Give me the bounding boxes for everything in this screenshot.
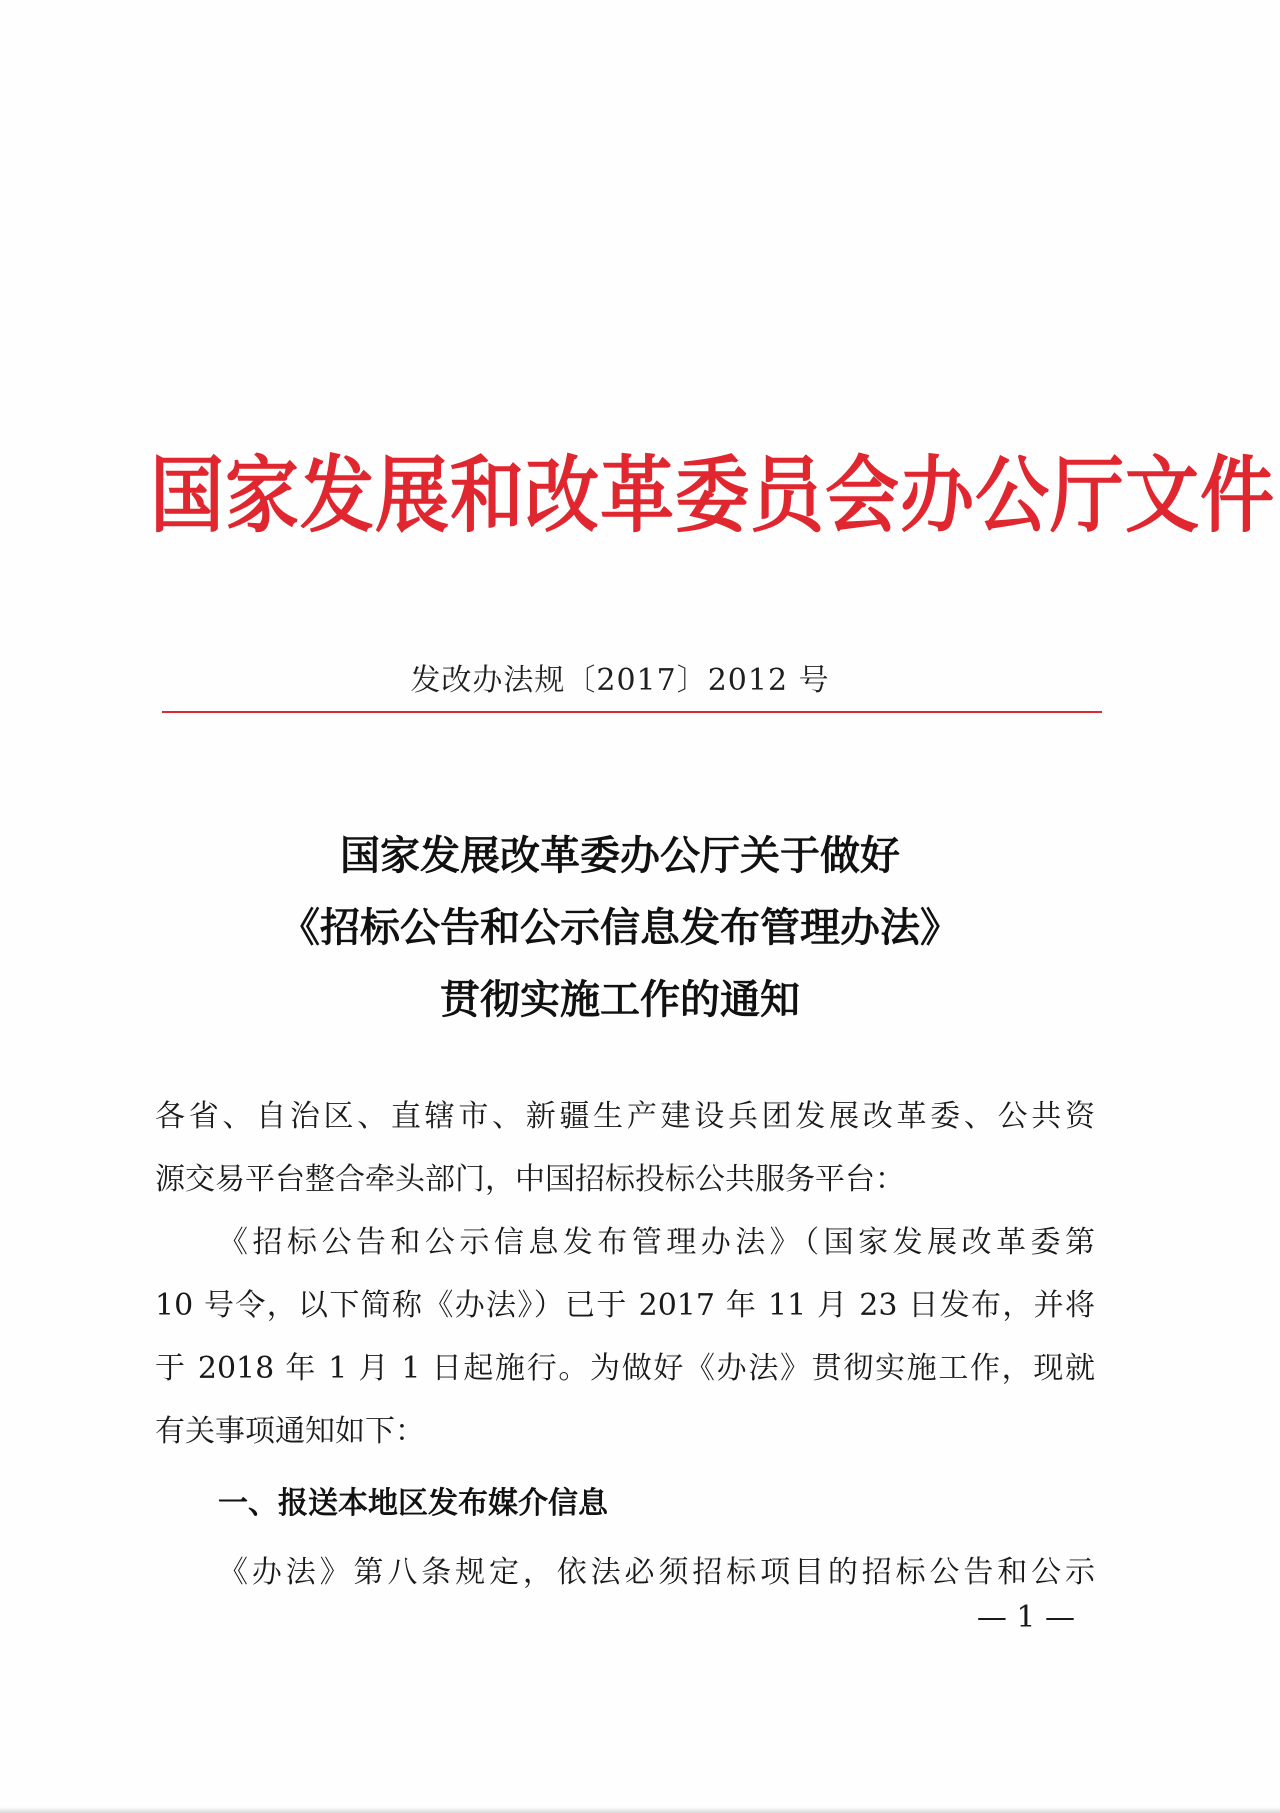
page-edge — [0, 1807, 1280, 1813]
paragraph-line: 《办法》第八条规定，依法必须招标项目的招标公告和公示 — [218, 1555, 1095, 1590]
document-title — [0, 820, 1240, 1036]
paragraph-line: 于 2018 年 1 月 1 日起施行。为做好《办法》贯彻实施工作，现就 — [155, 1351, 1095, 1386]
title-line-3: 贯彻实施工作的通知 — [440, 976, 800, 1023]
recipients-line-2: 源交易平台整合牵头部门，中国招标投标公共服务平台： — [155, 1162, 905, 1197]
paragraph-line: 有关事项通知如下： — [155, 1414, 425, 1449]
body-text — [155, 1085, 1095, 1463]
section-heading-1: 一、报送本地区发布媒介信息 — [218, 1486, 608, 1521]
red-separator-line — [162, 711, 1102, 713]
recipients-line-1: 各省、自治区、直辖市、新疆生产建设兵团发展改革委、公共资 — [155, 1099, 1095, 1134]
paragraph-line: 《招标公告和公示信息发布管理办法》（国家发展改革委第 — [218, 1225, 1095, 1260]
document-number: 发改办法规〔2017〕2012 号 — [410, 663, 830, 698]
page-number: — 1 — — [976, 1600, 1075, 1635]
issuing-authority-header: 国家发展和改革委员会办公厅文件 — [150, 447, 1275, 545]
paragraph-line: 10 号令，以下简称《办法》）已于 2017 年 11 月 23 日发布，并将 — [155, 1288, 1095, 1323]
title-line-1: 国家发展改革委办公厅关于做好 — [340, 832, 900, 879]
title-line-2: 《招标公告和公示信息发布管理办法》 — [280, 904, 960, 951]
